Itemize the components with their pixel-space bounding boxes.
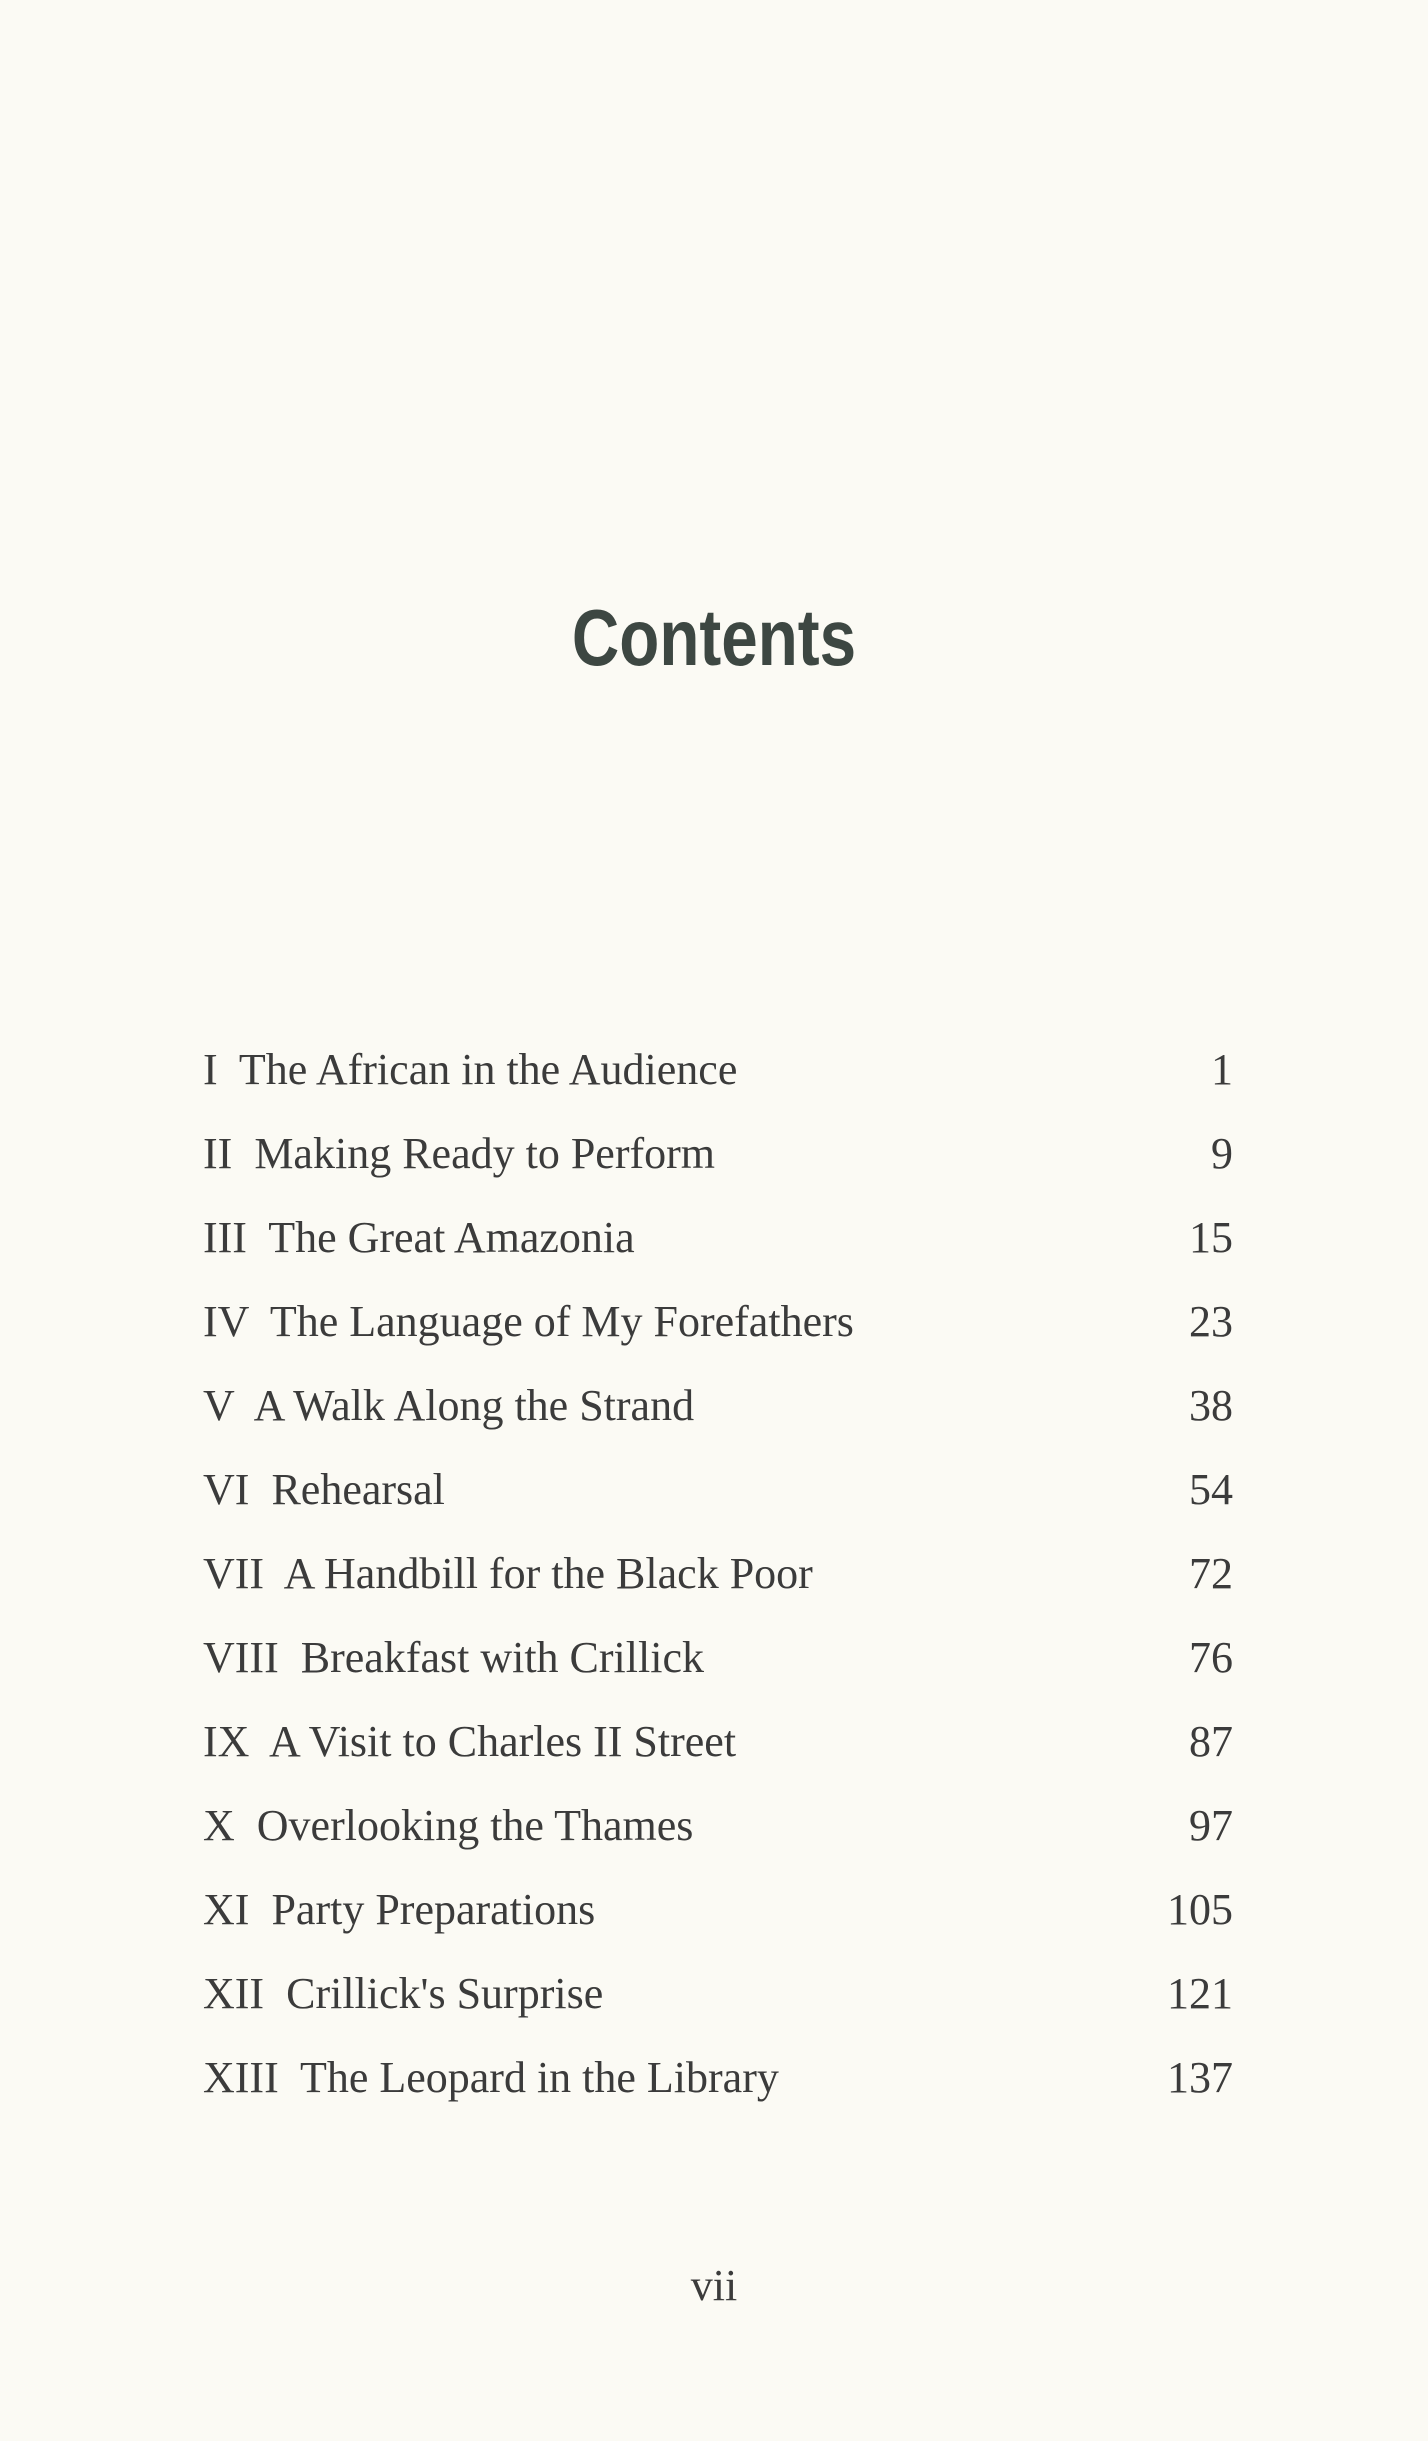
toc-entry-label: [203, 2036, 779, 2120]
chapter-title: The African in the Audience: [238, 1045, 738, 1094]
toc-entry: [203, 1952, 1233, 2036]
chapter-title: A Handbill for the Black Poor: [283, 1549, 813, 1598]
chapter-number: I: [203, 1045, 218, 1094]
chapter-title: A Walk Along the Strand: [253, 1381, 695, 1430]
chapter-number: XII: [203, 1969, 265, 2018]
toc-entry-label: [203, 1280, 854, 1364]
toc-entry-label: [203, 1700, 736, 1784]
toc-entry-label: [203, 1028, 737, 1112]
chapter-page: 97: [1189, 1801, 1233, 1850]
chapter-page: 1: [1211, 1045, 1233, 1094]
toc-entry-label: [203, 1532, 813, 1616]
chapter-number: V: [203, 1381, 234, 1430]
toc-entry: [203, 1784, 1233, 1868]
chapter-page: 72: [1189, 1549, 1233, 1598]
toc-entry: [203, 1616, 1233, 1700]
chapter-number: VI: [203, 1465, 250, 1514]
toc-entry-label: [203, 1616, 704, 1700]
toc-entry: [203, 2036, 1233, 2120]
toc-entry-label: [203, 1952, 603, 2036]
chapter-page: 38: [1189, 1381, 1233, 1430]
chapter-number: II: [203, 1129, 233, 1178]
chapter-page: 137: [1167, 2053, 1233, 2102]
chapter-number: IV: [203, 1297, 249, 1346]
toc-entry: [203, 1196, 1233, 1280]
chapter-title: Party Preparations: [271, 1885, 596, 1934]
toc-entry: [203, 1112, 1233, 1196]
chapter-number: III: [203, 1213, 247, 1262]
chapter-page: 15: [1189, 1213, 1233, 1262]
chapter-number: X: [203, 1801, 235, 1850]
chapter-title: A Visit to Charles II Street: [269, 1717, 737, 1766]
toc-entry-label: [203, 1868, 595, 1952]
chapter-number: VIII: [203, 1633, 279, 1682]
toc-entry-label: [203, 1364, 694, 1448]
chapter-title: The Leopard in the Library: [299, 2053, 779, 2102]
toc-entry-label: [203, 1196, 635, 1280]
chapter-number: XI: [203, 1885, 250, 1934]
chapter-page: 121: [1167, 1969, 1233, 2018]
chapter-number: XIII: [203, 2053, 279, 2102]
toc-entry: [203, 1280, 1233, 1364]
chapter-page: 87: [1189, 1717, 1233, 1766]
chapter-title: Crillick's Surprise: [286, 1969, 604, 2018]
toc-entry: [203, 1448, 1233, 1532]
chapter-title: Breakfast with Crillick: [300, 1633, 704, 1682]
toc-entry: [203, 1028, 1233, 1112]
toc-entry-label: [203, 1112, 715, 1196]
toc-entry: [203, 1868, 1233, 1952]
chapter-title: Rehearsal: [271, 1465, 445, 1514]
chapter-title: The Great Amazonia: [268, 1213, 635, 1262]
chapter-title: Making Ready to Perform: [254, 1129, 716, 1178]
toc-entry: [203, 1700, 1233, 1784]
chapter-page: 76: [1189, 1633, 1233, 1682]
chapter-number: VII: [203, 1549, 265, 1598]
toc-entry: [203, 1364, 1233, 1448]
toc-entry-label: [203, 1784, 693, 1868]
toc-entry: [203, 1532, 1233, 1616]
chapter-title: The Language of My Forefathers: [269, 1297, 854, 1346]
table-of-contents: [203, 1028, 1233, 2120]
page-folio: vii: [690, 2261, 738, 2310]
page-title: Contents: [571, 593, 857, 682]
chapter-title: Overlooking the Thames: [256, 1801, 694, 1850]
chapter-number: IX: [203, 1717, 250, 1766]
chapter-page: 105: [1167, 1885, 1233, 1934]
chapter-page: 9: [1211, 1129, 1233, 1178]
chapter-page: 54: [1189, 1465, 1233, 1514]
toc-entry-label: [203, 1448, 445, 1532]
chapter-page: 23: [1189, 1297, 1233, 1346]
